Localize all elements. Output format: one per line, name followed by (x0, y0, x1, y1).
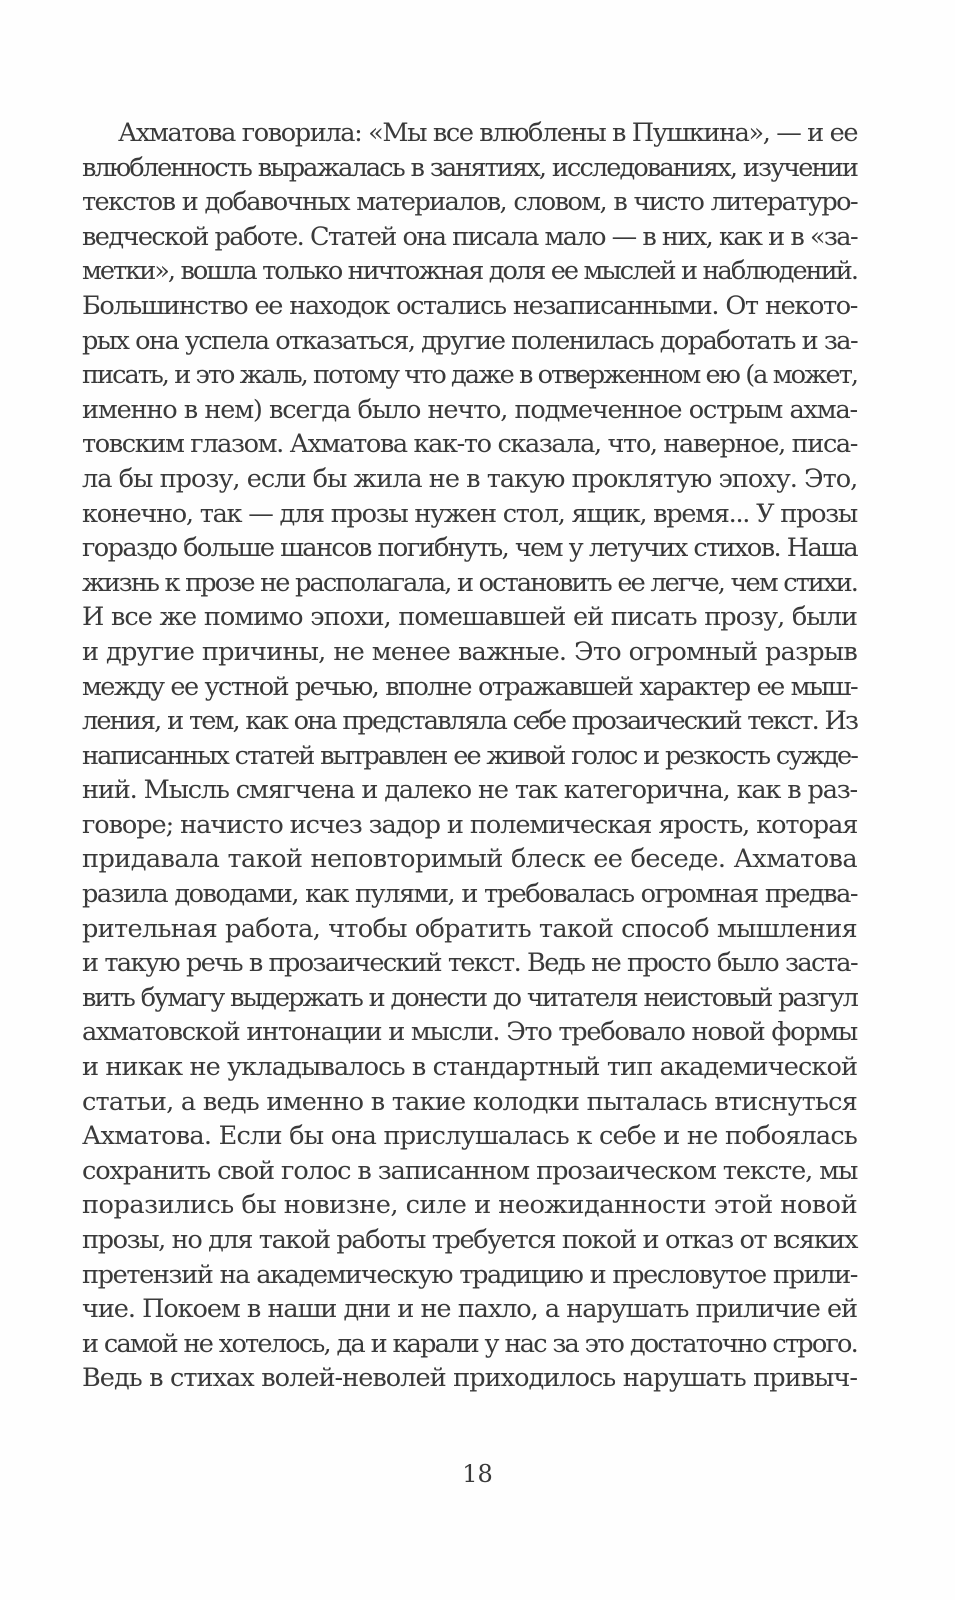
text-line: между ее устной речью, вполне отражавшей характер ее мыш- (82, 671, 857, 702)
text-line: претензий на академическую традицию и пресловутое прили- (82, 1259, 857, 1290)
text-line: Ахматова говорила: «Мы все влюблены в Пушкина», — и ее (118, 118, 858, 148)
text-line: Ведь в стихах волей-неволей приходилось нарушать привыч- (82, 1363, 857, 1394)
text-line: написанных статей вытравлен ее живой голос и резкость сужде- (82, 740, 857, 771)
text-line: чие. Покоем в наши дни и не пахло, а нарушать приличие ей (82, 1294, 857, 1325)
page-number: 18 (462, 1460, 493, 1488)
text-line: влюбленность выражалась в занятиях, исследованиях, изучении (82, 152, 857, 183)
text-line: жизнь к прозе не располагала, и остановить ее легче, чем стихи. (82, 567, 857, 598)
text-line: текстов и добавочных материалов, словом, в чисто литературо- (82, 187, 857, 218)
text-line: ла бы прозу, если бы жила не в такую проклятую эпоху. Это, (82, 463, 858, 494)
text-line: метки», вошла только ничтожная доля ее мыслей и наблюдений. (82, 256, 857, 287)
text-line: именно в нем) всегда было нечто, подмеченное острым ахма- (82, 394, 857, 425)
text-line: вить бумагу выдержать и донести до читателя неистовый разгул (82, 982, 857, 1013)
text-line: разила доводами, как пулями, и требовалась огромная предва- (82, 879, 857, 910)
text-line: статьи, а ведь именно в такие колодки пыталась втиснуться (82, 1086, 857, 1117)
text-line: и такую речь в прозаический текст. Ведь не просто было заста- (82, 948, 857, 979)
text-line: писать, и это жаль, потому что даже в отверженном ею (а может, (82, 360, 857, 391)
text-line: рых она успела отказаться, другие поленилась доработать и за- (82, 325, 857, 356)
text-line: прозы, но для такой работы требуется покой и отказ от всяких (82, 1225, 857, 1255)
text-line: придавала такой неповторимый блеск ее беседе. Ахматова (82, 844, 857, 875)
text-line: и другие причины, не менее важные. Это огромный разрыв (82, 636, 857, 667)
text-line: Ахматова. Если бы она прислушалась к себе и не побоялась (82, 1121, 857, 1152)
text-line: ахматовской интонации и мысли. Это требовало новой формы (82, 1017, 857, 1048)
text-line: ний. Мысль смягчена и далеко не так категорична, как в раз- (82, 775, 857, 806)
text-line: ления, и тем, как она представляла себе прозаический текст. Из (82, 706, 857, 737)
text-line: товским глазом. Ахматова как-то сказала, что, наверное, писа- (82, 429, 857, 460)
text-line: И все же помимо эпохи, помешавшей ей писать прозу, были (82, 602, 857, 633)
text-line: Большинство ее находок остались незаписанными. От некото- (82, 290, 857, 321)
text-line: говоре; начисто исчез задор и полемическая ярость, которая (82, 809, 858, 840)
text-line: сохранить свой голос в записанном прозаическом тексте, мы (82, 1155, 858, 1186)
text-line: и никак не укладывалось в стандартный тип академической (82, 1052, 858, 1083)
text-line: поразились бы новизне, силе и неожиданности этой новой (82, 1190, 858, 1221)
body-text (82, 116, 857, 1396)
text-line: гораздо больше шансов погибнуть, чем у летучих стихов. Наша (82, 533, 857, 564)
text-line: ведческой работе. Статей она писала мало — в них, как и в «за- (82, 221, 857, 252)
text-line: конечно, так — для прозы нужен стол, ящик, время... У прозы (82, 498, 857, 529)
text-line: рительная работа, чтобы обратить такой способ мышления (82, 913, 857, 944)
text-line: и самой не хотелось, да и карали у нас за это достаточно строго. (82, 1328, 857, 1359)
